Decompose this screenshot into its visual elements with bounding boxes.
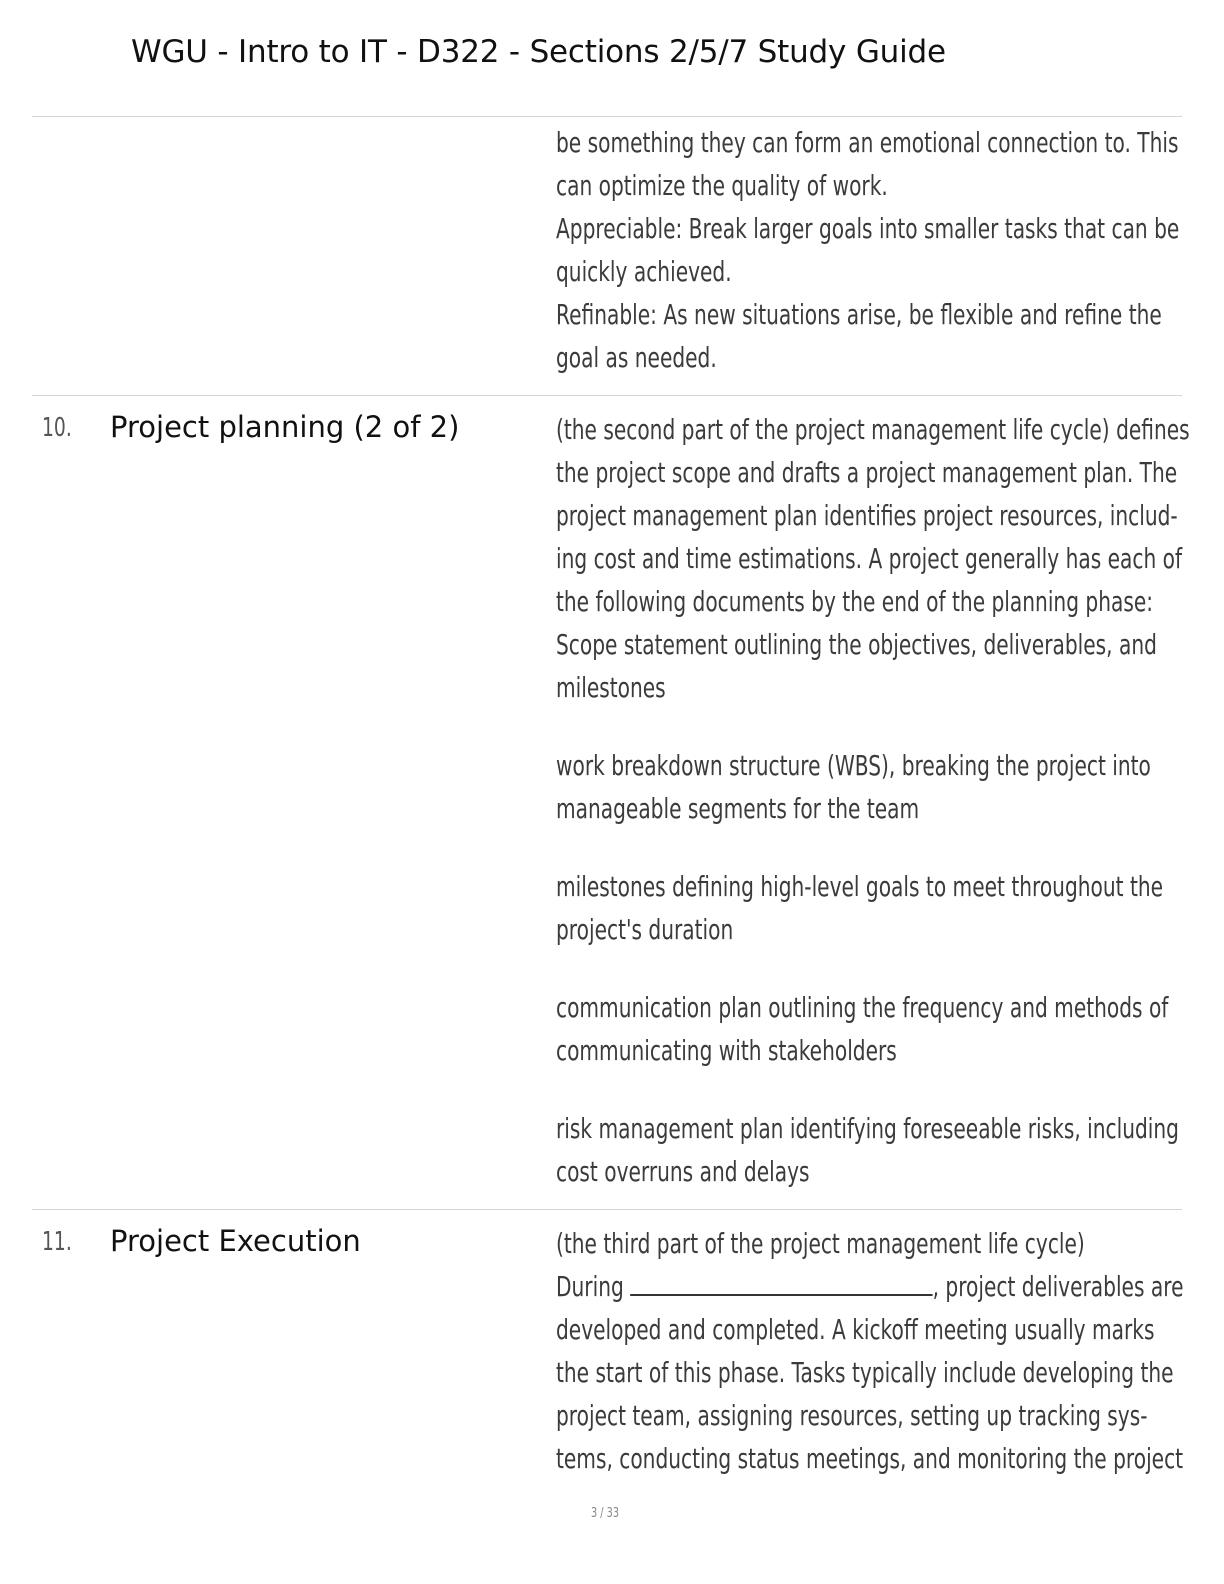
- definition-line: project team, assigning resources, setting up tracking sys-: [556, 1399, 1148, 1432]
- definition-line: the start of this phase. Tasks typically include developing the: [556, 1356, 1174, 1389]
- entry-definition: [556, 1222, 1184, 1480]
- definition-line: (the third part of the project management life cycle): [556, 1227, 1085, 1260]
- entry-term: Project Execution: [110, 1224, 361, 1258]
- divider: [32, 395, 1182, 396]
- definition-line: ing cost and time estimations. A project generally has each of: [556, 542, 1183, 575]
- entry-number: 11.: [42, 1227, 72, 1257]
- definition-line: cost overruns and delays: [556, 1155, 810, 1188]
- definition-continued: [556, 121, 1180, 379]
- definition-line-with-blank: [556, 1265, 1184, 1308]
- definition-line: communicating with stakeholders: [556, 1034, 897, 1067]
- definition-line: Appreciable: Break larger goals into smaller tasks that can be: [556, 212, 1180, 245]
- definition-line: can optimize the quality of work.: [556, 169, 888, 202]
- page-indicator: 3 / 33: [591, 1506, 620, 1521]
- definition-line: developed and completed. A kickoff meeting usually marks: [556, 1313, 1155, 1346]
- definition-line: milestones: [556, 671, 666, 704]
- definition-line: the following documents by the end of the planning phase:: [556, 585, 1154, 618]
- definition-line: goal as needed.: [556, 341, 717, 374]
- definition-line: communication plan outlining the frequency and methods of: [556, 991, 1169, 1024]
- text-before-blank: During: [556, 1270, 631, 1303]
- definition-line: be something they can form an emotional connection to. This: [556, 126, 1179, 159]
- definition-line: manageable segments for the team: [556, 792, 920, 825]
- definition-line: Scope statement outlining the objectives, deliverables, and: [556, 628, 1157, 661]
- definition-line: tems, conducting status meetings, and monitoring the project: [556, 1442, 1184, 1475]
- entry-definition: [556, 408, 1190, 1193]
- entry-term: Project planning (2 of 2): [110, 410, 460, 444]
- fill-in-blank: [630, 1266, 932, 1296]
- definition-line: milestones defining high-level goals to meet throughout the: [556, 870, 1164, 903]
- definition-line: quickly achieved.: [556, 255, 732, 288]
- divider: [32, 116, 1182, 117]
- definition-line: the project scope and drafts a project management plan. The: [556, 456, 1178, 489]
- document-title: WGU - Intro to IT - D322 - Sections 2/5/7 Study Guide: [131, 34, 946, 70]
- definition-line: project's duration: [556, 913, 734, 946]
- definition-line: project management plan identifies project resources, includ-: [556, 499, 1178, 532]
- entry-number: 10.: [42, 413, 72, 443]
- definition-line: (the second part of the project management life cycle) defines: [556, 413, 1190, 446]
- divider: [32, 1209, 1182, 1210]
- text-after-blank: , project deliverables are: [932, 1270, 1184, 1303]
- definition-line: Refinable: As new situations arise, be flexible and refine the: [556, 298, 1162, 331]
- definition-line: risk management plan identifying foreseeable risks, including: [556, 1112, 1179, 1145]
- definition-line: work breakdown structure (WBS), breaking the project into: [556, 749, 1151, 782]
